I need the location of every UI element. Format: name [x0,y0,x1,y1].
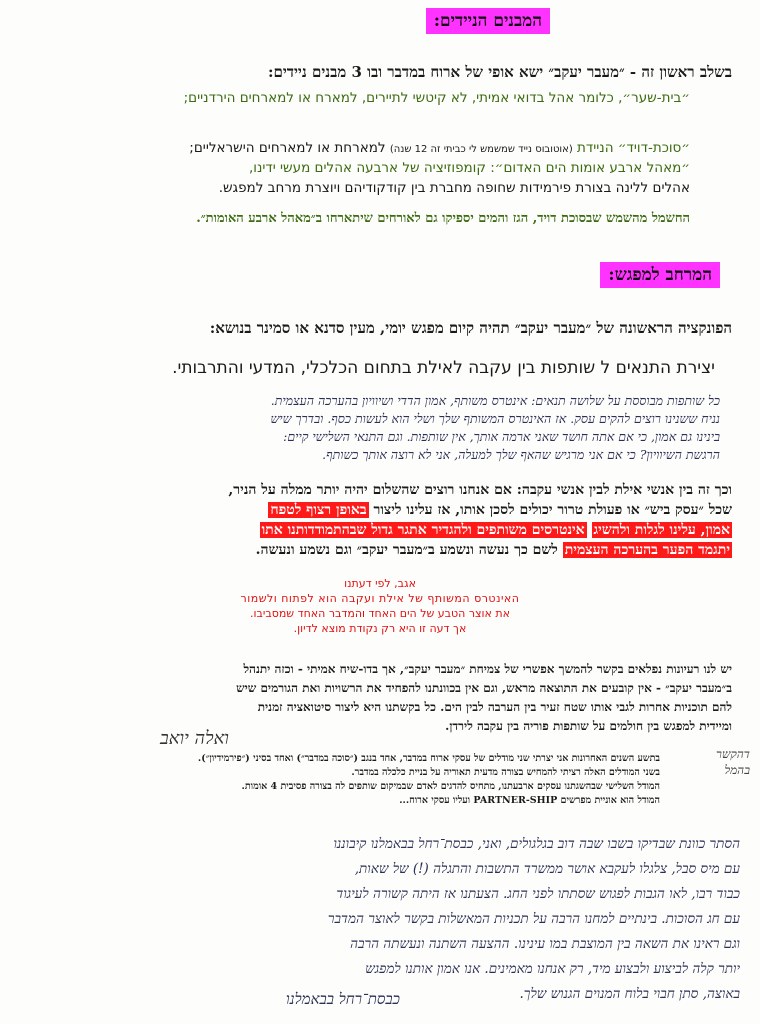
electricity-note: החשמל מהשמש שבסוכת דויד, הגז והמים יספיקו גם לאורחים שיתארחו ב״מאהל ארבע האומות״. [196,211,690,226]
handwritten-line: וגם ראינו את השאה בין המוצבת במו עינינו. ההצעה השתנה ונעשתה הרבה [350,936,740,952]
item-four-nations-line1: ״מאהל ארבע אומות הים האדום״: קומפוזיציה של ארבעה אהלים מעשי ידינו, [248,160,690,176]
partnership-explanation-line: כל שותפות מבוססת על שלושה תנאים: אינטרס משותף, אמון הדדי ושיוויון בהערכה העצמית. [270,393,720,408]
models-footnote [24,752,660,808]
ideas-line: ומיידית למפגש בין חולמים על שותפות פוריה בין עקבה לירדן. [445,719,732,733]
first-function-paragraph: הפונקציה הראשונה של ״מעבר יעקב״ תהיה קיום מפגש יומי, מעין סדנא או סמינר בנושא: [209,319,732,337]
eilat-aqaba-line4 [24,540,732,560]
handwritten-line: הסתר כוונת שבדיקו בשבו שבה דוב בגלגולים, ואני, כבסת־רחל בבאמלנו קיבוננו [333,836,740,852]
eilat-aqaba-paragraph [24,480,732,560]
our-opinion-line: אך דעה זו היא רק נקודת מוצא לדיון. [293,622,467,635]
eilat-aqaba-highlight: אינטרסים משותפים ולהגדיר אתגר גדול שבהתמודדותנו אתו [261,522,585,538]
models-footnote-line: בשני המודלים האלה רציתי להמחיש בצורה מדעית תאוריה על בניית כלכלה במדבר. [351,767,660,778]
our-opinion-block [150,576,610,636]
models-footnote-line: המודל השלישי שבהשגתנו עסקים ארבעתנו, מתחיס להדגים לאדם שבמיקום שותפים לה בצורה פסיבית 4 אומות. [241,781,660,792]
eilat-aqaba-line2 [24,500,732,520]
partnership-explanation-line: בינינו גם אמון, כי אם אתה חושד שאני ארמה אותך, אין שותפות. וגם התנאי השלישי קיים: [283,429,720,444]
handwritten-line: עם חג הסוכות. בינתיים למחנו הרבה על תכניות המאשלות בקשר לאוצר המדבר [327,911,740,927]
handwritten-letter [12,832,740,1007]
margin-note-line: בהמל [724,763,750,777]
margin-note-line: דהקשר [715,747,750,761]
handwritten-line: עם מיס סבל, צלגלו לעקבא אושר ממשרד התשבות והתגלה (!) של שאות, [354,861,740,877]
item-david-booth-title: ״סוכת-דויד״ הניידת [577,140,690,156]
ideas-paragraph [24,660,732,736]
eilat-aqaba-line1: וכך זה בין אנשי אילת לבין אנשי עקבה: אם אנחנו רוצים שהשלום יהיה יותר ממלה על הניר, [228,482,732,498]
eilat-aqaba-line3 [24,520,732,540]
handwritten-line: יותר קלה לביצוע ולבצוע מיד, רק אנחנו מאמינים. אנו אמון אותנו למפגש [365,961,740,977]
partnership-explanation-line: הרגשת השיוויון? כי אם אני מרגיש שהאף שלך למעלה, אני לא רוצה אותך כשותף. [322,447,720,462]
partnership-explanation-line: נניח ששנינו רוצים להקים עסק. אז האינטרס המשותף שלך ושלי הוא לעשות כסף. ובדרך שיש [270,411,720,426]
intro-paragraph: בשלב ראשון זה - ״מעבר יעקב״ ישא אופי של ארוח במדבר ובו 3 מבנים ניידים: [267,63,732,81]
item-gate-tent: ״בית-שער״, כלומר אהל בדואי אמיתי, לא קיטשי לתיירים, למארח או למארחים הירדניים; [183,90,690,106]
ideas-line: יש לנו רעיונות נפלאים בקשר להמשך אפשרי של צמיחת ״מעבר יעקב״, אך בדו-שיח אמיתי - וכזה יתנהל [243,662,732,676]
section-heading-meeting-space: המרחב למפגש: [600,262,720,288]
models-footnote-line: המודל הוא אוניית מפרשים PARTNER-SHIP ועליו עסקי ארוח... [399,795,660,806]
eilat-aqaba-highlight: אמון, עלינו לגלות ולהשיג [593,522,730,538]
eilat-aqaba-line4-text: לשם כך נעשה ונשמע ב״מעבר יעקב״ וגם נשמע ונעשה. [255,542,558,558]
item-four-nations-tent [24,158,690,198]
ideas-line: ב״מעבר יעקב״ - אין קובעים את התוצאה מראש, וגם אין בכוונתנו להפחיד את הרשויות ואת הגורמים שיש [236,681,732,695]
eilat-aqaba-highlight: באופן רצוף לטפח [270,502,367,518]
handwritten-signature-bottom: כבסת־רחל בבאמלנו [285,990,400,1008]
item-david-booth [24,138,690,160]
eilat-aqaba-highlight: יתגמד הפער בהערכה העצמית [564,542,730,558]
item-david-booth-note: (אוטובוס נייד שמשמש לי כביתי זה 12 שנה) [389,144,573,155]
item-david-booth-rest: למארחת או למארחים הישראליים; [189,140,386,156]
our-opinion-line: אגב, לפי דעתנו [344,577,416,590]
partnership-explanation [24,392,720,464]
handwritten-line: באוצה, סתן חבוי בלוח המנוים הגנוש שלך. [519,986,740,1002]
handwritten-line: כבוד רבו, לאו הגבות לפגוש שסתתו לפני החג. הצעתנו אז היתה קשורה לעיגוד [336,886,740,902]
section-heading-mobile-structures: המבנים הניידים: [426,8,550,34]
eilat-aqaba-line2-text: שכל ״עסק ביש״ או פעולת טרור יכולים לסכן אותו, אז עלינו ליצור [373,502,732,518]
ideas-line: להם תוכניות אחרות לגבי אותו שטח זעיר בין הערבה לבין הים. כל בקשתנו היא ליצור סיטואציה זמנית [257,700,732,714]
partnership-conditions-line: יצירת התנאים ל שותפות בין עקבה לאילת בתחום הכלכלי, המדעי והתרבותי. [172,358,715,378]
handwritten-signature-top: ואלה יואב [160,728,229,749]
margin-note [690,746,750,778]
item-four-nations-line2: אהלים ללינה בצורת פירמידות שחופה מחברת בין קודקודיהם ויוצרת מרחב למפגש. [218,180,690,196]
our-opinion-line: האינטרס המשותף של אילת ועקבה הוא לפתוח ולשמור [240,592,520,605]
models-footnote-line: בתשע השנים האחרונות אני יצרתי שני מודלים של עסקי ארוח במדבר, אחד בנגב (״סוכה במדבר״) ואחד בסיני (״פירמידיון״). [197,753,660,764]
our-opinion-line: את אוצר הטבע של הים האחד והמדבר האחד שמסביבו. [250,607,510,620]
